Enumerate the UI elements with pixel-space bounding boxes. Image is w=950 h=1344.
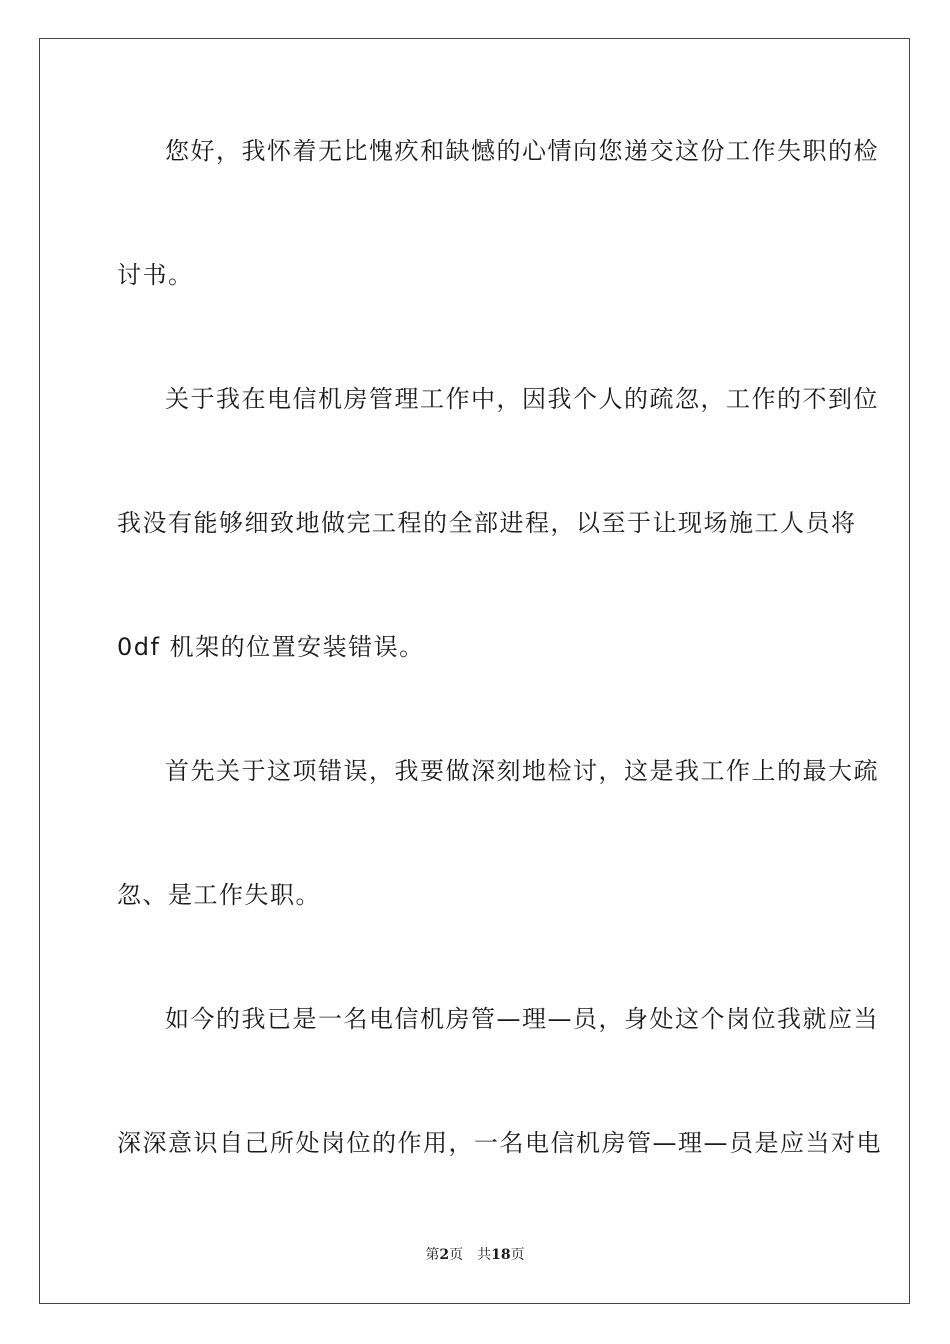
paragraph-line: 0df 机架的位置安装错误。 — [117, 633, 425, 661]
total-pages-count: 18 — [491, 1247, 511, 1263]
paragraph-line: 关于我在电信机房管理工作中，因我个人的疏忽，工作的不到位 — [165, 385, 879, 413]
page-number-current: 2 — [439, 1247, 450, 1263]
paragraph-line: 我没有能够细致地做完工程的全部进程，以至于让现场施工人员将 — [117, 509, 857, 537]
paragraph-line: 忽、是工作失职。 — [117, 881, 321, 909]
paragraph-line: 深深意识自己所处岗位的作用，一名电信机房管—理—员是应当对电 — [117, 1129, 882, 1157]
page-footer — [0, 1245, 950, 1265]
page-frame — [39, 38, 910, 1304]
paragraph-line: 讨书。 — [117, 261, 194, 289]
total-pages-prefix: 共 — [477, 1247, 492, 1263]
total-pages-suffix: 页 — [510, 1247, 525, 1263]
page-number-prefix: 第 — [425, 1247, 440, 1263]
paragraph-line: 如今的我已是一名电信机房管—理—员，身处这个岗位我就应当 — [165, 1005, 879, 1033]
paragraph-line: 您好，我怀着无比愧疚和缺憾的心情向您递交这份工作失职的检 — [165, 137, 879, 165]
page-number-suffix: 页 — [449, 1247, 464, 1263]
paragraph-line: 首先关于这项错误，我要做深刻地检讨，这是我工作上的最大疏 — [165, 757, 879, 785]
